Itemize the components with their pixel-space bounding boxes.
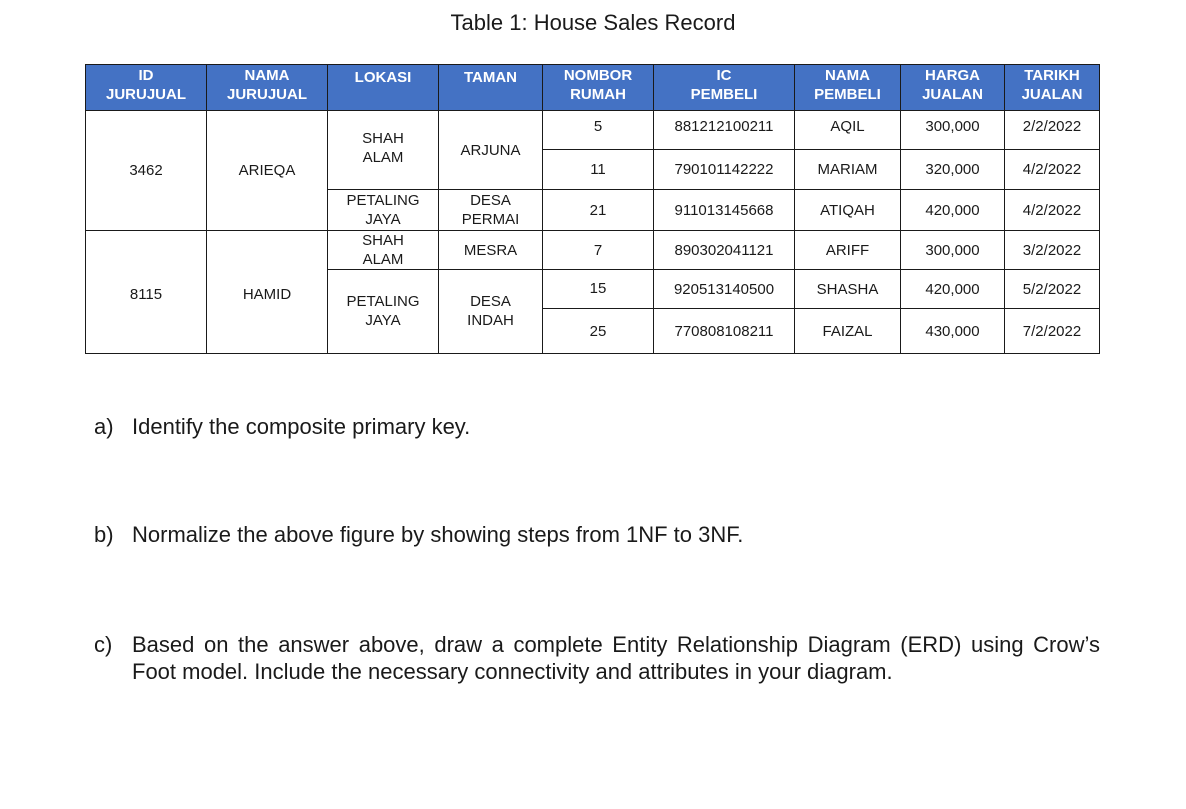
- header-taman: TAMAN: [439, 65, 543, 111]
- header-lokasi: LOKASI: [328, 65, 439, 111]
- cell-taman: DESA INDAH: [439, 270, 543, 354]
- cell-nama-pembeli: SHASHA: [795, 270, 901, 309]
- question-text: Based on the answer above, draw a complete Entity Relationship Diagram (ERD) using Crow’s Foot model. Include the necessary connectivity and attributes in your diagram.: [132, 632, 1100, 684]
- cell-ic-pembeli: 790101142222: [654, 150, 795, 190]
- cell-tarikh-jualan: 4/2/2022: [1005, 190, 1100, 231]
- cell-nama-jurujual: HAMID: [207, 231, 328, 354]
- question-text: Normalize the above figure by showing steps from 1NF to 3NF.: [132, 522, 744, 547]
- cell-nombor-rumah: 7: [543, 231, 654, 270]
- question-letter: b): [94, 522, 114, 547]
- cell-lokasi: SHAH ALAM: [328, 111, 439, 190]
- header-ic-pembeli: IC PEMBELI: [654, 65, 795, 111]
- cell-nama-pembeli: FAIZAL: [795, 309, 901, 354]
- cell-harga-jualan: 300,000: [901, 111, 1005, 150]
- cell-tarikh-jualan: 2/2/2022: [1005, 111, 1100, 150]
- cell-nama-jurujual: ARIEQA: [207, 111, 328, 231]
- header-id-jurujual: ID JURUJUAL: [86, 65, 207, 111]
- cell-nombor-rumah: 5: [543, 111, 654, 150]
- table-row: [86, 111, 1100, 150]
- header-nama-jurujual: NAMA JURUJUAL: [207, 65, 328, 111]
- cell-taman: ARJUNA: [439, 111, 543, 190]
- cell-tarikh-jualan: 4/2/2022: [1005, 150, 1100, 190]
- cell-harga-jualan: 420,000: [901, 270, 1005, 309]
- cell-nombor-rumah: 15: [543, 270, 654, 309]
- cell-ic-pembeli: 770808108211: [654, 309, 795, 354]
- question-text: Identify the composite primary key.: [132, 414, 471, 439]
- table-caption: Table 1: House Sales Record: [450, 10, 736, 35]
- cell-id-jurujual: 8115: [86, 231, 207, 354]
- header-harga-jualan: HARGA JUALAN: [901, 65, 1005, 111]
- cell-tarikh-jualan: 3/2/2022: [1005, 231, 1100, 270]
- cell-lokasi: PETALING JAYA: [328, 190, 439, 231]
- header-tarikh-jualan: TARIKH JUALAN: [1005, 65, 1100, 111]
- cell-nama-pembeli: AQIL: [795, 111, 901, 150]
- cell-harga-jualan: 420,000: [901, 190, 1005, 231]
- cell-nama-pembeli: ARIFF: [795, 231, 901, 270]
- cell-ic-pembeli: 920513140500: [654, 270, 795, 309]
- question-letter: a): [94, 414, 114, 439]
- cell-nombor-rumah: 25: [543, 309, 654, 354]
- cell-tarikh-jualan: 5/2/2022: [1005, 270, 1100, 309]
- house-sales-table: [85, 64, 1100, 354]
- table-row: [86, 231, 1100, 270]
- cell-taman: DESA PERMAI: [439, 190, 543, 231]
- cell-harga-jualan: 430,000: [901, 309, 1005, 354]
- header-nombor-rumah: NOMBOR RUMAH: [543, 65, 654, 111]
- header-nama-pembeli: NAMA PEMBELI: [795, 65, 901, 111]
- cell-ic-pembeli: 911013145668: [654, 190, 795, 231]
- cell-nama-pembeli: ATIQAH: [795, 190, 901, 231]
- cell-nombor-rumah: 11: [543, 150, 654, 190]
- cell-lokasi: PETALING JAYA: [328, 270, 439, 354]
- cell-taman: MESRA: [439, 231, 543, 270]
- cell-harga-jualan: 320,000: [901, 150, 1005, 190]
- cell-id-jurujual: 3462: [86, 111, 207, 231]
- header-row: [86, 65, 1100, 111]
- question-letter: c): [94, 632, 113, 657]
- cell-lokasi: SHAH ALAM: [328, 231, 439, 270]
- cell-ic-pembeli: 881212100211: [654, 111, 795, 150]
- cell-tarikh-jualan: 7/2/2022: [1005, 309, 1100, 354]
- cell-nama-pembeli: MARIAM: [795, 150, 901, 190]
- cell-harga-jualan: 300,000: [901, 231, 1005, 270]
- cell-ic-pembeli: 890302041121: [654, 231, 795, 270]
- cell-nombor-rumah: 21: [543, 190, 654, 231]
